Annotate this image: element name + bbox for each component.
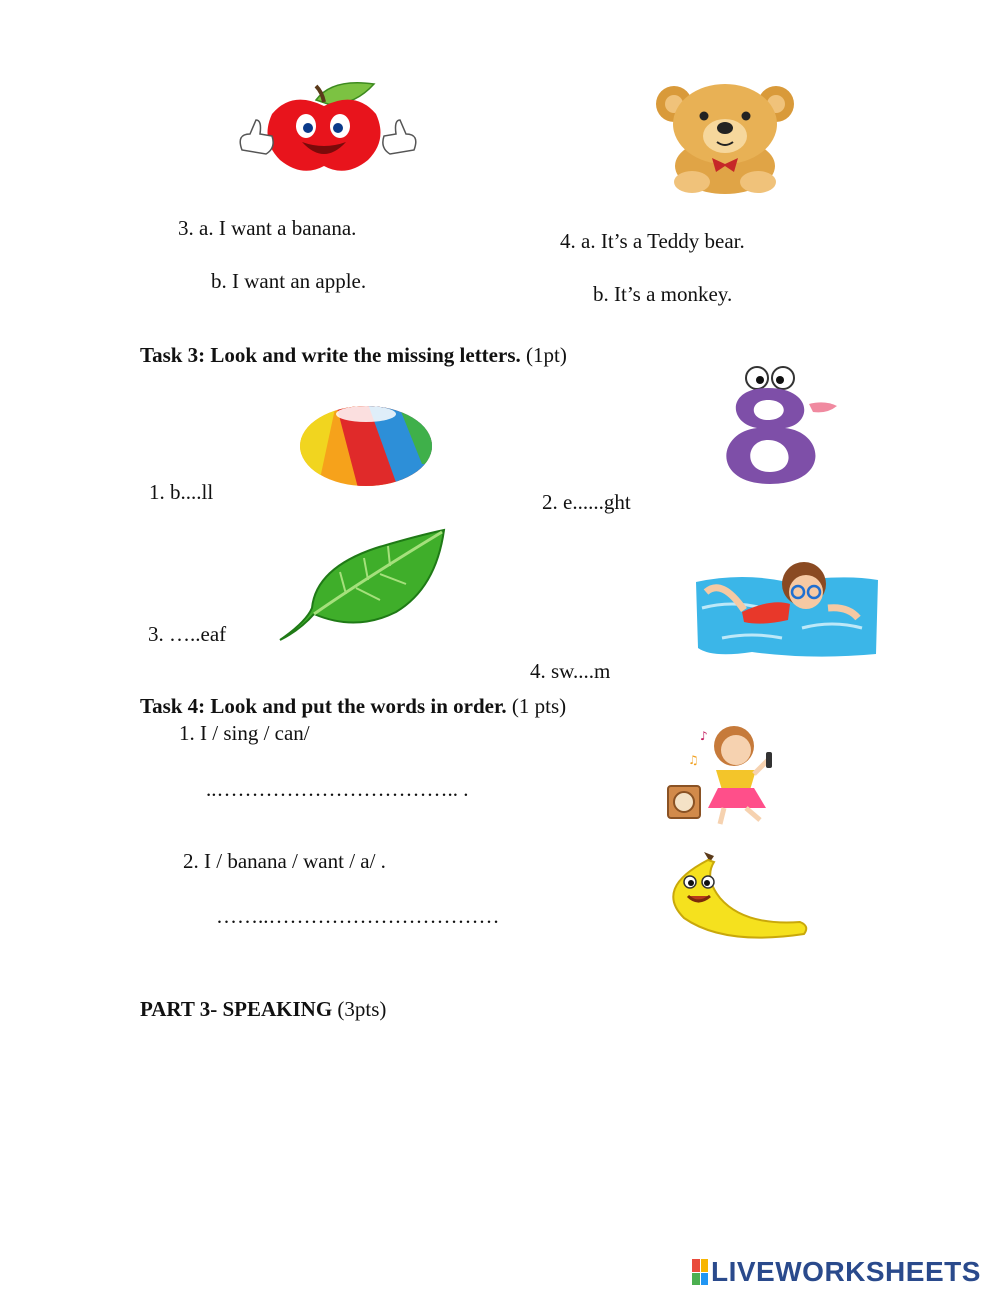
task3-title: Task 3: Look and write the missing letters. (140, 343, 521, 367)
svg-text:♫: ♫ (688, 753, 699, 767)
apple-image (232, 78, 424, 174)
q3-option-b: b. I want an apple. (211, 269, 367, 293)
liveworksheets-logo-text: LIVEWORKSHEETS (711, 1256, 981, 1287)
teddy-bear-image (652, 80, 798, 194)
task3-item-3: 3. …..eaf (148, 622, 227, 646)
ball-image (298, 404, 434, 488)
task3-points: (1pt) (520, 343, 567, 367)
banana-image (664, 848, 810, 942)
task3-item-1: 1. b....ll (149, 480, 214, 504)
task3-item-2: 2. e......ght (542, 490, 631, 514)
task4-title: Task 4: Look and put the words in order. (140, 694, 507, 718)
leaf-image (276, 528, 446, 642)
task4-answer-line-1[interactable]: ..…………………………….. . (206, 777, 469, 801)
svg-text:♪: ♪ (700, 729, 708, 743)
swimming-girl-image (692, 548, 882, 660)
part3-points: (3pts) (332, 997, 387, 1021)
part3-heading (140, 999, 386, 1020)
task4-question-1: 1. I / sing / can/ (179, 721, 310, 745)
number-eight-image (705, 366, 845, 488)
task4-points: (1 pts) (506, 694, 567, 718)
q4-option-b: b. It’s a monkey. (593, 282, 733, 306)
part3-title: PART 3- SPEAKING (140, 997, 333, 1021)
q3-option-a: 3. a. I want a banana. (178, 216, 357, 240)
task3-heading (140, 345, 567, 366)
task3-item-4: 4. sw....m (530, 659, 611, 683)
q4-option-a: 4. a. It’s a Teddy bear. (560, 229, 745, 253)
task4-heading (140, 696, 566, 717)
task4-answer-line-2[interactable]: ……..…………………………… (216, 904, 500, 928)
liveworksheets-logo[interactable] (692, 1256, 981, 1288)
liveworksheets-logo-icon (692, 1259, 708, 1285)
task4-question-2: 2. I / banana / want / a/ . (183, 849, 386, 873)
singing-girl-image (664, 724, 810, 826)
